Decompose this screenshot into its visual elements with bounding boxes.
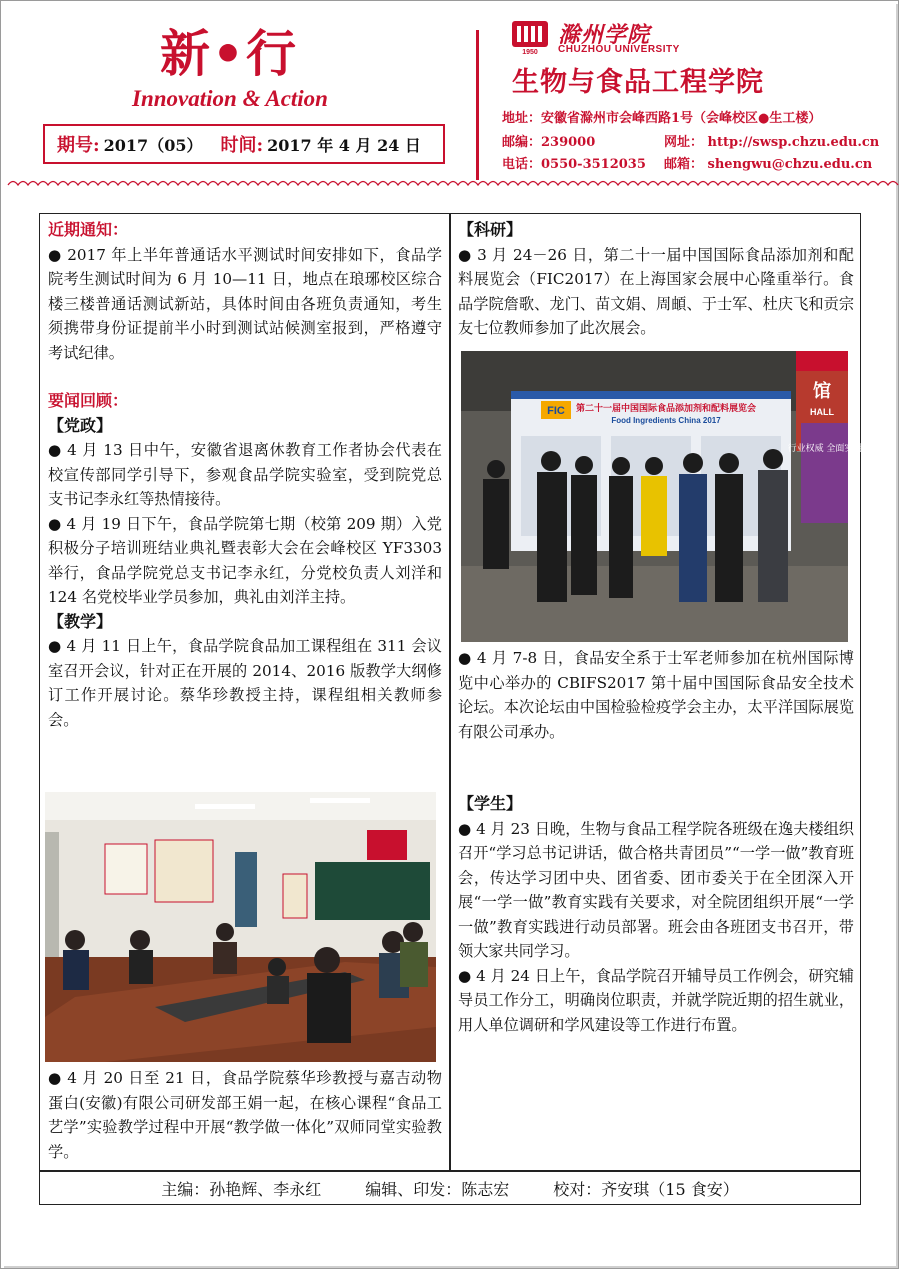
review-heading: 要闻回顾： xyxy=(48,391,129,410)
party-news-item: ● 4 月 19 日下午，食品学院第七期（校第 209 期）入党积极分子培训班结业典礼暨表彰大会在会峰校区 YF3303 举行，食品学院党总支书记李永红，分党校负责人刘洋和 124 名党校毕业学员参加，典礼由刘洋主持。 xyxy=(48,514,442,606)
contact-email[interactable]: 邮箱： shengwu@chzu.edu.cn xyxy=(664,157,873,172)
teaching-news-item: ● 4 月 20 日至 21 日，食品学院蔡华珍教授与嘉吉动物蛋白(安徽)有限公司研发部王娟一起，在核心课程“食品工艺学”实验教学过程中开展“教学做一体化”双师同堂实验教学。 xyxy=(48,1069,442,1161)
issue-label: 期号: xyxy=(57,135,100,156)
header-divider xyxy=(476,30,479,180)
left-column-top xyxy=(48,218,442,732)
contact-phone: 电话：0550-3512035 xyxy=(502,157,646,172)
research-news-item: ● 4 月 7-8 日，食品安全系于士军老师参加在杭州国际博览中心举办的 CBIFS2017 第十届中国国际食品安全技术论坛。本次论坛由中国检验检疫学会主办，太平洋国际展览有限公司承办。 xyxy=(458,649,854,741)
credit-editor: 编辑、印发：陈志宏 xyxy=(365,1180,510,1199)
contact-address: 地址：安徽省滁州市会峰西路1号（会峰校区●生工楼） xyxy=(502,111,822,126)
exhibition-banner-title: 第二十一届中国国际食品添加剂和配料展览会 xyxy=(575,404,757,414)
date-label: 时间: xyxy=(220,135,264,156)
newsletter-title: 新•行 xyxy=(160,24,298,83)
credit-proofreader: 校对：齐安琪（15 食安） xyxy=(553,1180,739,1199)
decorative-wave-divider xyxy=(8,178,891,192)
teaching-news-item: ● 4 月 11 日上午，食品学院食品加工课程组在 311 会议室召开会议，针对正在开展的 2014、2016 版教学大纲修订工作开展讨论。蔡华珍教授主持，课程组相关教师参会。 xyxy=(48,637,442,729)
hall-sign: 馆 xyxy=(813,381,831,402)
university-name: 滁州学院 xyxy=(558,22,651,48)
right-column-bottom xyxy=(458,646,854,1037)
teaching-section-heading: 【教学】 xyxy=(48,611,113,631)
classroom-photo xyxy=(45,792,436,1062)
credit-editor-in-chief: 主编：孙艳辉、李永红 xyxy=(161,1180,322,1199)
newsletter-subtitle: Innovation & Action xyxy=(132,86,328,111)
party-section-heading: 【党政】 xyxy=(48,415,113,435)
exhibition-logo: FIC xyxy=(547,405,565,417)
university-logo-icon xyxy=(510,20,550,56)
student-news-item: ● 4 月 23 日晚，生物与食品工程学院各班级在逸夫楼组织召开“学习总书记讲话，做合格共青团员”“一学一做”教育班会，传达学习团中央、团省委、团市委关于在全团深入开展“一学一做”教育实践有关要求，对全院团组织开展“一学一做”教育实践进行动员部署。班会由各班团支书召开，带领大家共同学习。 xyxy=(458,819,854,960)
column-divider xyxy=(449,213,451,1171)
student-section-heading: 【学生】 xyxy=(458,794,523,813)
right-column-top xyxy=(458,218,854,341)
issue-date: 2017 年 4 月 24 日 xyxy=(267,135,421,155)
logo-year: 1950 xyxy=(522,49,538,56)
contact-postcode: 邮编：239000 xyxy=(502,135,596,150)
research-section-heading: 【科研】 xyxy=(458,220,523,239)
side-banner: 行业权威 全面实用 xyxy=(787,444,863,454)
university-name-en: CHUZHOU UNIVERSITY xyxy=(558,44,680,55)
party-news-item: ● 4 月 13 日中午，安徽省退离休教育工作者协会代表在校宣传部同学引导下，参观食品学院实验室，受到院党总支书记李永红等热情接待。 xyxy=(48,441,442,508)
issue-number: 2017（05） xyxy=(103,135,203,155)
issue-info-box xyxy=(43,124,445,164)
credits-footer xyxy=(39,1172,861,1205)
notice-heading: 近期通知： xyxy=(48,220,129,239)
left-column-bottom xyxy=(48,1066,442,1164)
hall-sign-en: HALL xyxy=(810,407,834,417)
student-news-item: ● 4 月 24 日上午，食品学院召开辅导员工作例会，研究辅导员工作分工，明确岗位职责，并就学院近期的招生就业，用人单位调研和学风建设等工作进行布置。 xyxy=(458,966,854,1034)
exhibition-group-photo xyxy=(461,351,863,642)
contact-website[interactable]: 网址： http://swsp.chzu.edu.cn xyxy=(664,135,880,150)
research-news-item: ● 3 月 24－26 日，第二十一届中国国际食品添加剂和配料展览会（FIC2017）在上海国家会展中心隆重举行。食品学院詹歌、龙门、苗文娟、周頔、于士军、杜庆飞和贡宗友七位教师参加了此次展会。 xyxy=(458,245,854,337)
exhibition-banner-en: Food Ingredients China 2017 xyxy=(611,416,721,425)
college-name: 生物与食品工程学院 xyxy=(512,67,764,98)
notice-item: ● 2017 年上半年普通话水平测试时间安排如下，食品学院考生测试时间为 6 月 10—11 日，地点在琅琊校区综合楼三楼普通话测试新站，具体时间由各班负责通知，考生须携带身份证提前半小时到测试站候测室报到，严格遵守考试纪律。 xyxy=(48,245,442,362)
